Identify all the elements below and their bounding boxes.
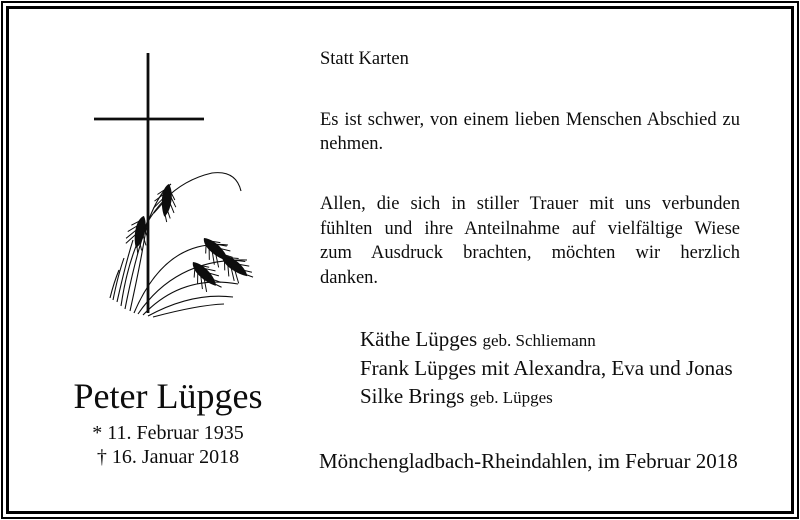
thanks-paragraph	[320, 192, 740, 290]
mourner-suffix: geb. Lüpges	[469, 388, 553, 407]
mourner-name: Silke Brings	[360, 384, 465, 408]
intro-line: Es ist schwer, von einem lieben Menschen Abschied zu	[320, 110, 740, 130]
closing-place-date: Mönchengladbach-Rheindahlen, im Februar 2018	[319, 449, 738, 473]
wheat-icon	[110, 173, 258, 317]
intro-paragraph	[320, 108, 740, 156]
cross-icon	[94, 53, 204, 313]
notice-header: Statt Karten	[320, 49, 409, 69]
deceased-name: Peter Lüpges	[73, 376, 263, 416]
life-dates	[36, 422, 300, 469]
mourner-name: Käthe Lüpges	[360, 327, 478, 351]
birth-date: * 11. Februar 1935	[92, 422, 244, 444]
mourner-name: Frank Lüpges mit Alexandra, Eva und Jonas	[360, 355, 733, 380]
mourner-line	[360, 383, 733, 412]
thanks-line: Allen, die sich in stiller Trauer mit uns verbunden	[320, 194, 740, 214]
intro-line: nehmen.	[320, 134, 384, 154]
thanks-line: zum Ausdruck brachten, möchten wir herzlich	[320, 243, 740, 264]
thanks-line: danken.	[320, 267, 379, 288]
death-date: † 16. Januar 2018	[96, 445, 240, 468]
mourner-line	[360, 326, 733, 355]
mourner-line	[360, 355, 733, 384]
mourners-list	[360, 326, 733, 412]
mourner-suffix: geb. Schliemann	[482, 331, 596, 350]
thanks-line: fühlten und ihre Anteilnahme auf vielfältige Wiese	[320, 218, 740, 239]
